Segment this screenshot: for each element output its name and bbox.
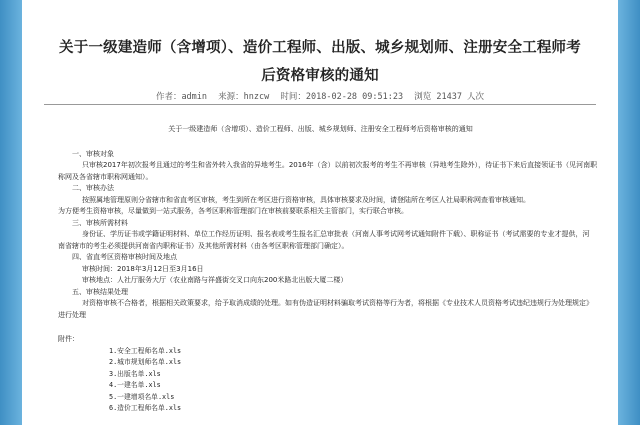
attachment-link[interactable]: 5.一建增项名单.xls xyxy=(109,392,175,401)
article-page xyxy=(22,0,618,425)
section-heading: 二、审核办法 xyxy=(72,184,114,192)
section-heading: 五、审核结果处理 xyxy=(72,287,128,296)
title-divider xyxy=(44,104,596,105)
section-line: 只审核2017年初次报考且通过的考生和省外转入我省的异地考生。2016年（含）以前初次报考的考生不再审核（异地考生除外），待证书下来后直接领证书（见河南职 xyxy=(82,161,598,169)
section-line: 审核时间：2018年3月12日至3月16日 xyxy=(82,264,204,273)
section-line: 称网及各省辖市职称网通知）。 xyxy=(58,172,153,181)
attachments-label: 附件： xyxy=(58,335,79,343)
section-line: 进行处理 xyxy=(58,310,86,319)
attachment-link[interactable]: 3.出版名单.xls xyxy=(109,369,161,378)
section-heading: 一、审核对象 xyxy=(72,149,114,158)
page-background-right xyxy=(618,0,640,425)
section-line: 按照属地管理原则分省辖市和省直考区审核，考生到所在考区进行资格审核，具体审核要求及时间，请登陆所在考区人社局职称网查看审核通知。 xyxy=(82,195,530,204)
page-background-left xyxy=(0,0,22,425)
article-title xyxy=(22,34,618,90)
section-heading: 三、审核所需材料 xyxy=(72,218,128,227)
section-line: 为方便考生资格审核，尽量做到一站式服务，各考区职称管理部门在审核前要联系相关主管部门，实行联合审核。 xyxy=(58,207,408,215)
attachment-link[interactable]: 2.城市规划师名单.xls xyxy=(109,358,182,366)
section-heading: 四、省直考区资格审核时间及地点 xyxy=(72,253,177,261)
meta-author: 作者：admin xyxy=(155,92,208,102)
article-title-line-1: 关于一级建造师（含增项）、造价工程师、出版、城乡规划师、注册安全工程师考 xyxy=(59,40,581,56)
meta-source: 来源：hnzcw xyxy=(218,92,270,102)
attachment-link[interactable]: 4.一建名单.xls xyxy=(109,381,161,389)
article-meta xyxy=(22,90,618,102)
section-line: 审核地点：人社厅服务大厅（农业南路与祥盛街交叉口向东200米路北出版大厦二楼） xyxy=(82,276,348,284)
section-line: 对资格审核不合格者，根据相关政策要求，给予取消成绩的处理。如有伪造证明材料骗取考试资格等行为者，将根据《专业技术人员资格考试违纪违规行为处理规定》 xyxy=(82,299,593,307)
attachment-link[interactable]: 1.安全工程师名单.xls xyxy=(109,346,182,355)
meta-time: 时间：2018-02-28 09:51:23 xyxy=(280,92,404,102)
article-subtitle: 关于一级建造师（含增项）、造价工程师、出版、城乡规划师、注册安全工程师考后资格审核的通知 xyxy=(168,125,473,133)
article-title-line-2: 后资格审核的通知 xyxy=(261,68,379,84)
article-body xyxy=(58,124,603,415)
section-line: 身份证、学历证书或学籍证明材料、单位工作经历证明、报名表或考生报名汇总审批表（河南人事考试网考试通知附件下载）、职称证书（考试需要的专业才提供，河 xyxy=(82,230,590,238)
meta-views: 浏览 21437 人次 xyxy=(414,92,485,102)
section-line: 南省辖市的考生必须提供河南省内职称证书）及其他所需材料（由各考区职称管理部门确定）。 xyxy=(58,241,349,250)
attachment-link[interactable]: 6.造价工程师名单.xls xyxy=(109,404,182,412)
